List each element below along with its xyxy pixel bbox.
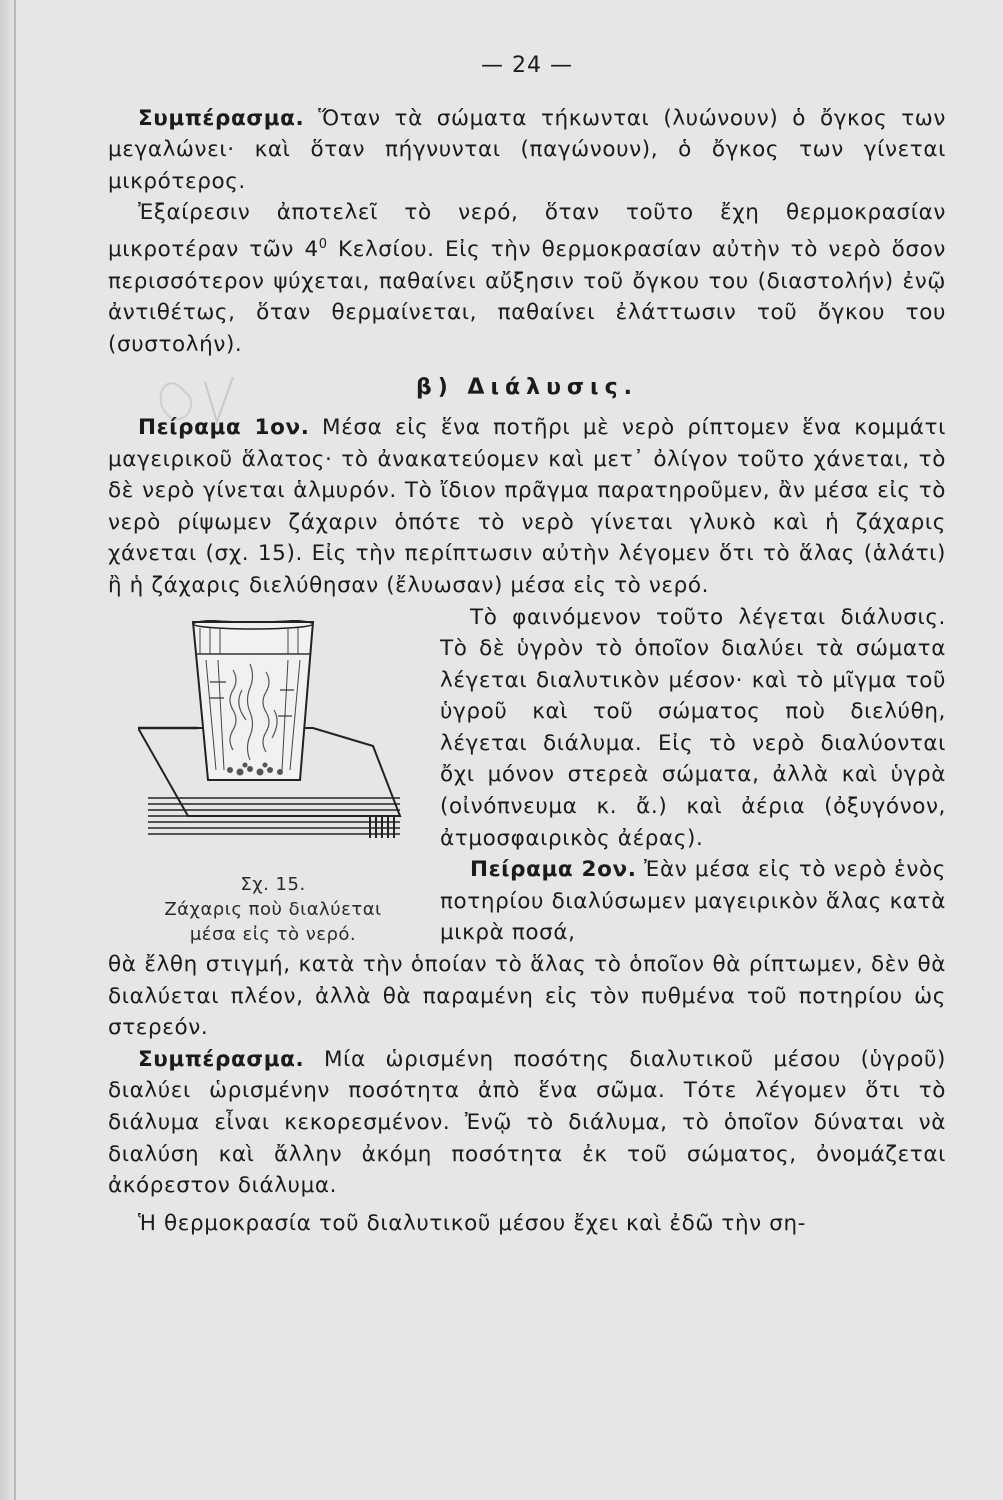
- text-column-beside-figure: [440, 602, 946, 950]
- paragraph-exception: Ἐξαίρεσιν ἀποτελεῖ τὸ νερό, ὅταν τοῦτο ἔχη θερμοκρασίαν μικροτέραν τῶν $4^0$ Κελσίου. Εἰς τὴν θερμοκρασίαν αὐτὴν τὸ νερὸ ὅσον περισσότερον ψύχεται, παθαίνει αὔξησιν τοῦ ὄγκου του (διαστολήν) ἐνῷ ἀντιθέτως, ὅταν θερμαίνεται, παθαίνει ἐλάττωσιν τοῦ ὄγκου του (συστολήν).: [108, 200, 947, 357]
- figure-label: Σχ. 15.: [240, 873, 306, 895]
- conclusion-heading: Συμπέρασμα.: [138, 105, 305, 131]
- section-title: β) Διάλυσις.: [415, 375, 639, 401]
- paragraph-conclusion-2: Συμπέρασμα. Μία ὡρισμένη ποσότης διαλυτικοῦ μέσου (ὑγροῦ) διαλύει ὡρισμένην ποσότητα ἀπὸ ἕνα σῶμα. Τότε λέγομεν ὅτι τὸ διάλυμα εἶναι κεκορεσμένον. Ἐνῷ τὸ διάλυμα, τὸ ὁποῖον δύναται νὰ διαλύση καὶ ἄλλην ἀκόμη ποσότητα ἐκ τοῦ σώματος, ὀνομάζεται ἀκόρεστον διάλυμα.: [108, 1046, 946, 1199]
- experiment-1-heading: Πείραμα 1ον.: [138, 414, 310, 440]
- conclusion-2-heading: Συμπέρασμα.: [138, 1046, 305, 1072]
- experiment-2-heading: Πείραμα 2ον.: [470, 857, 637, 883]
- paragraph-experiment-2-start: Πείραμα 2ον. Ἐὰν μέσα εἰς τὸ νερὸ ἑνὸς ποτηρίου διαλύσωμεν μαγειρικὸν ἅλας κατὰ μικρὰ ποσά,: [440, 857, 946, 946]
- page-number: — 24 —: [481, 53, 573, 78]
- glass-on-table-illustration: [138, 620, 408, 860]
- paragraph-experiment-1: Πείραμα 1ον. Μέσα εἰς ἕνα ποτῆρι μὲ νερὸ ρίπτομεν ἕνα κομμάτι μαγειρικοῦ ἅλατος· τὸ ἀνακατεύομεν καὶ μετ᾽ ὀλίγον τοῦτο χάνεται, τὸ δὲ νερὸ γίνεται ἁλμυρόν. Τὸ ἴδιον πρᾶγμα παρατηροῦμεν, ἂν μέσα εἰς τὸ νερὸ ρίψωμεν ζάχαριν ὁπότε τὸ νερὸ γίνεται γλυκὸ καὶ ἡ ζάχαρις χάνεται (σχ. 15). Εἰς τὴν περίπτωσιν αὐτὴν λέγομεν ὅτι τὸ ἅλας (ἁλάτι) ἢ ἡ ζάχαρις διελύθησαν (ἔλυωσαν) μέσα εἰς τὸ νερό.: [108, 414, 946, 598]
- scan-shadow: [0, 0, 14, 1500]
- page-edge: [14, 0, 16, 1500]
- figure-caption: Σχ. 15. Ζάχαρις ποὺ διαλύεται μέσα εἰς τὸ νερό.: [138, 872, 408, 947]
- figure-15: [138, 620, 408, 947]
- paragraph-temperature: Ἡ θερμοκρασία τοῦ διαλυτικοῦ μέσου ἔχει καὶ ἐδῶ τὴν ση-: [138, 1210, 807, 1236]
- book-page: [108, 50, 946, 1239]
- paragraph-definition: Τὸ φαινόμενον τοῦτο λέγεται διάλυσις. Τὸ δὲ ὑγρὸν τὸ ὁποῖον διαλύει τὰ σώματα λέγεται διαλυτικὸν μέσον· καὶ τὸ μῖγμα τοῦ ὑγροῦ καὶ τοῦ σώματος ποὺ διελύθη, λέγεται διάλυμα. Εἰς τὸ νερὸ διαλύονται ὄχι μόνον στερεὰ σώματα, ἀλλὰ καὶ ὑγρὰ (οἰνόπνευμα κ. ἄ.) καὶ ἀέρια (ὀξυγόνον, ἀτμοσφαιρικὸς ἀέρας).: [440, 604, 946, 851]
- paragraph-conclusion-1: Συμπέρασμα. Ὅταν τὰ σώματα τήκωνται (λυώνουν) ὁ ὄγκος των μεγαλώνει· καὶ ὅταν πήγνυνται (παγώνουν), ὁ ὄγκος των γίνεται μικρότερος.: [108, 105, 946, 194]
- paragraph-experiment-2-cont: θὰ ἔλθη στιγμή, κατὰ τὴν ὁποίαν τὸ ἅλας τὸ ὁποῖον θὰ ρίπτωμεν, δὲν θὰ διαλύεται πλέον, ἀλλὰ θὰ παραμένη εἰς τὸν πυθμένα τοῦ ποτηρίου ὡς στερεόν.: [108, 952, 946, 1041]
